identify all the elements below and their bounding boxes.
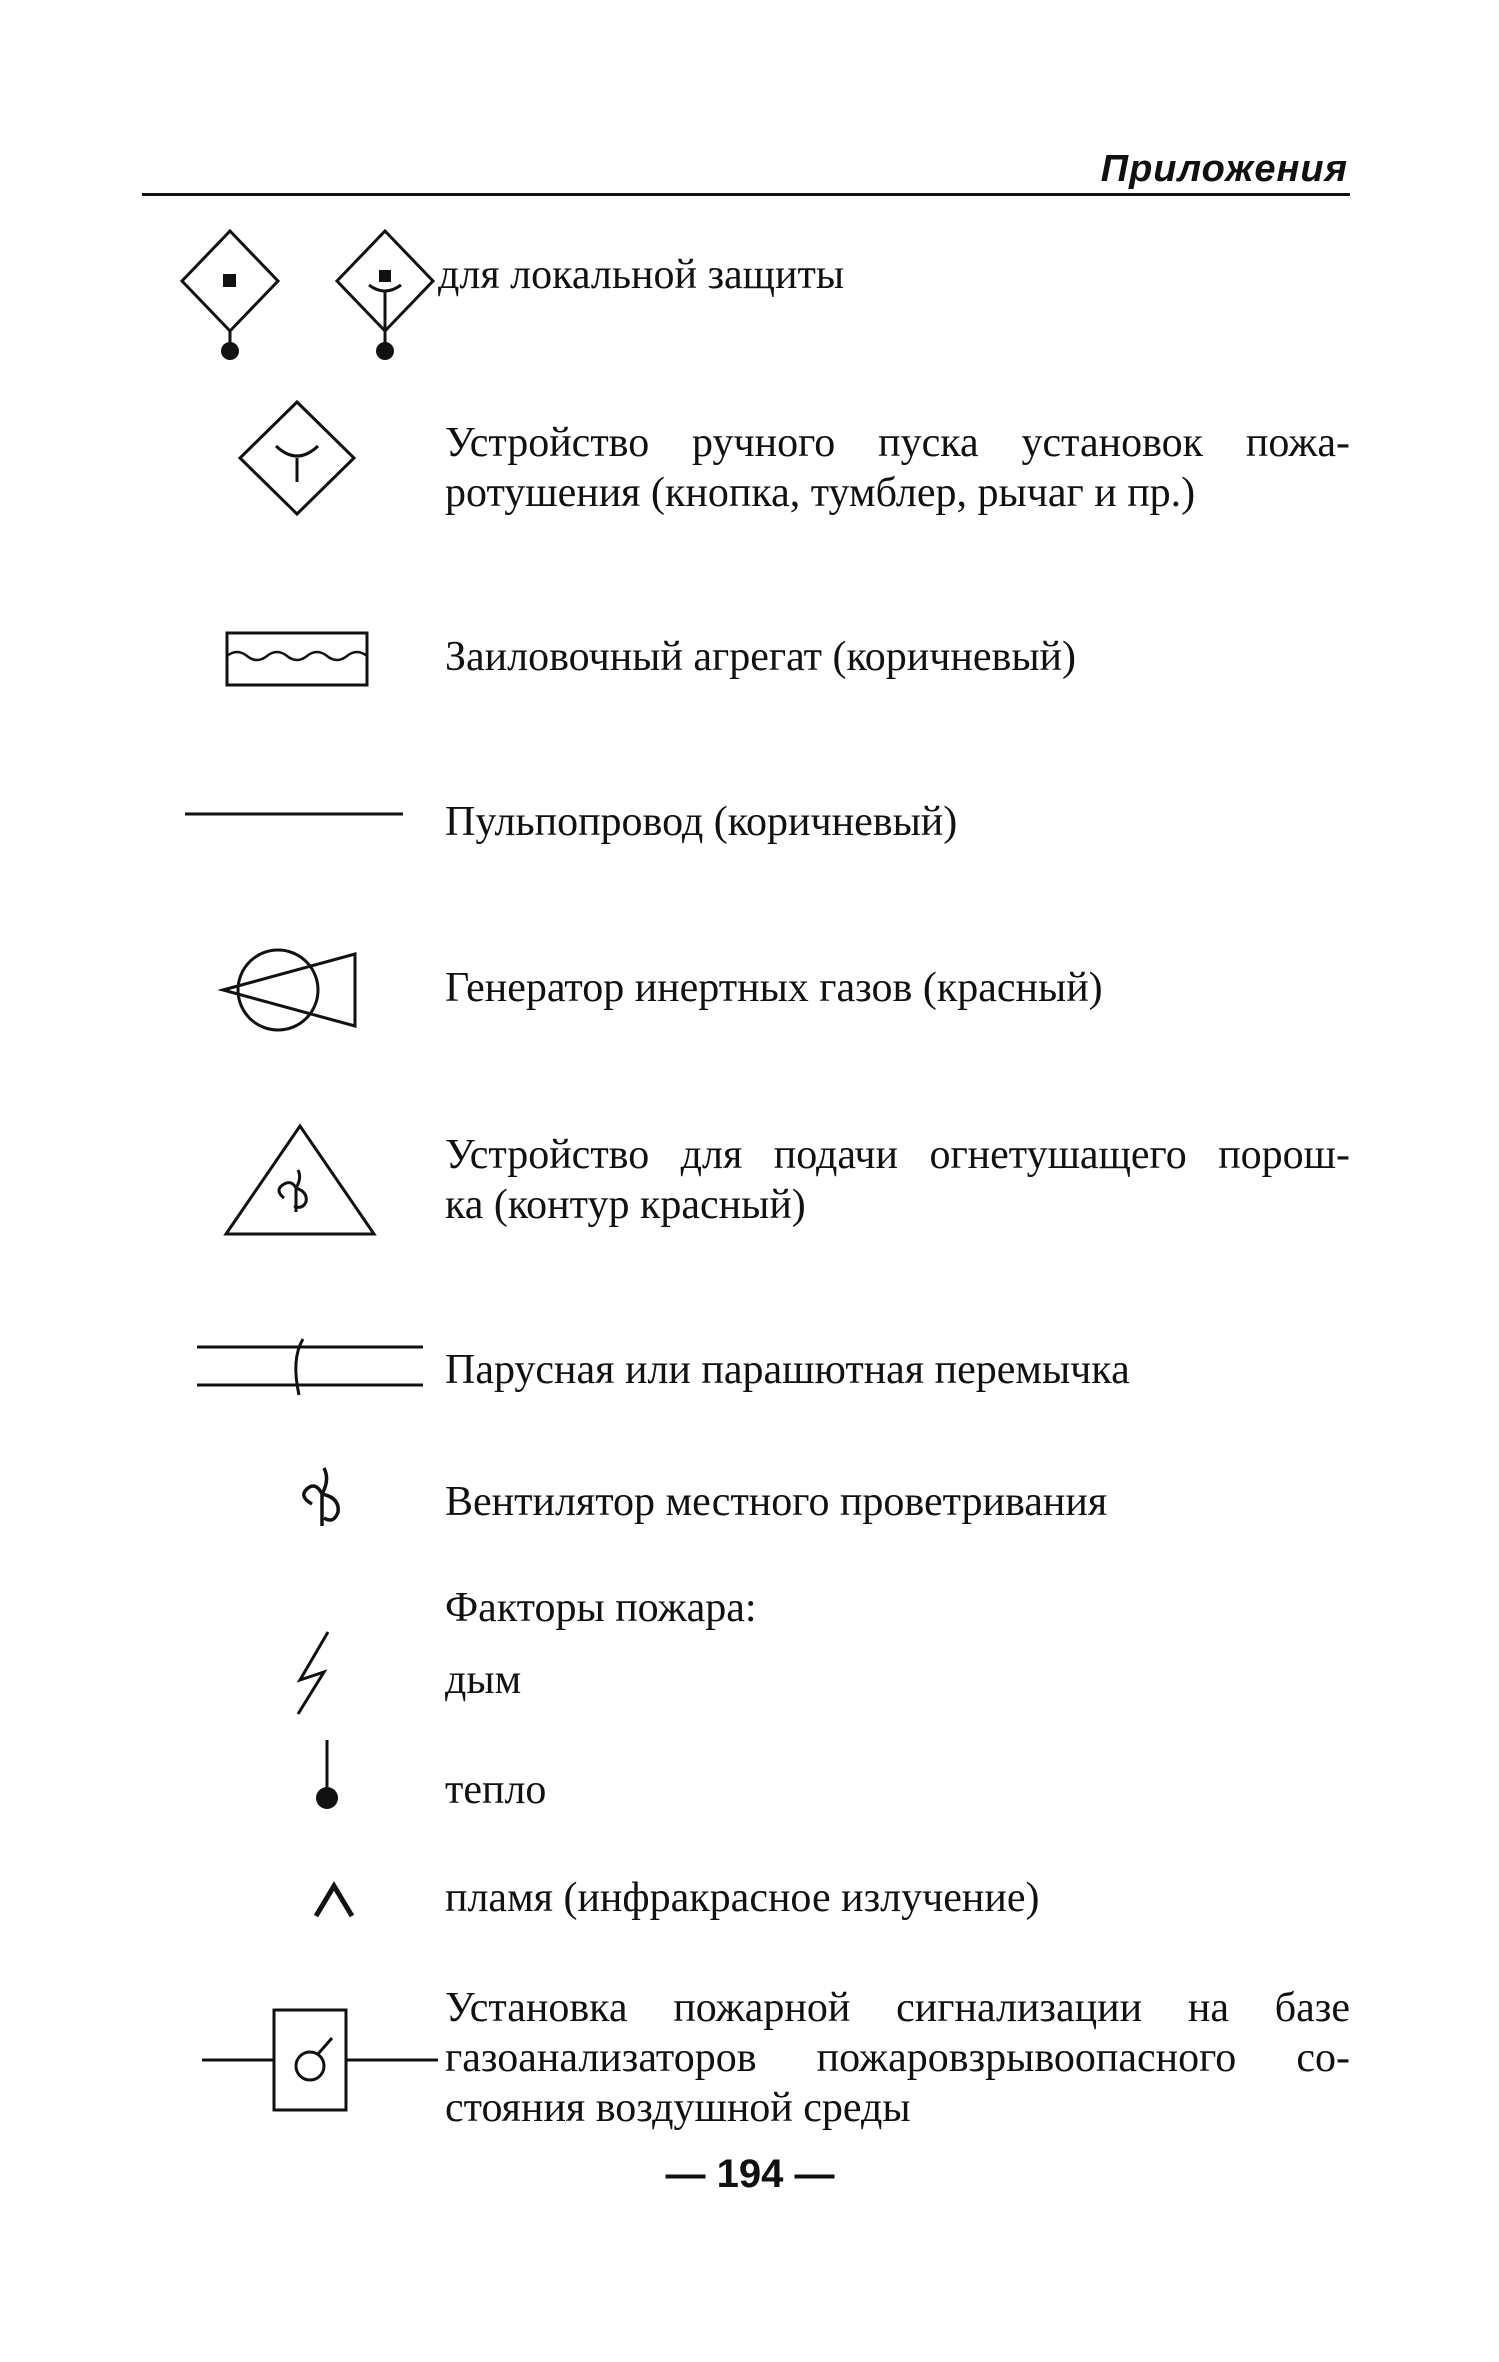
- smoke-label: дым: [445, 1657, 522, 1703]
- local-protection-label: для локальной защиты: [438, 252, 845, 298]
- local-fan-icon: [292, 1460, 362, 1534]
- pulp-pipeline-label: Пульпопровод (коричневый): [445, 799, 958, 845]
- gas-analyzer-alarm-icon: [200, 2002, 440, 2122]
- inert-gas-generator-label: Генератор инертных газов (красный): [445, 965, 1103, 1011]
- heat-label: тепло: [445, 1767, 547, 1813]
- silting-unit-label: Заиловочный агрегат (коричневый): [445, 634, 1077, 680]
- flame-icon: [312, 1880, 356, 1920]
- powder-device-line1: Устройство для подачи огнетушащего порош-: [445, 1132, 1350, 1178]
- inert-gas-generator-icon: [215, 940, 365, 1040]
- local-protection-sensor-icon: [170, 225, 290, 365]
- heat-icon: [312, 1738, 342, 1818]
- sail-bulkhead-icon: [195, 1335, 427, 1397]
- pulp-pipeline-icon: [185, 808, 405, 820]
- gas-alarm-line1: Установка пожарной сигнализации на базе: [445, 1985, 1350, 2031]
- powder-feed-device-icon: [220, 1122, 380, 1240]
- silting-unit-icon: [222, 628, 372, 690]
- header-rule: [142, 193, 1350, 196]
- gas-alarm-line2: газоанализаторов пожаровзрывоопасного со-: [445, 2035, 1350, 2081]
- sail-bulkhead-label: Парусная или парашютная перемычка: [445, 1347, 1130, 1393]
- powder-device-line2: ка (контур красный): [445, 1182, 806, 1228]
- page-number: — 194 —: [665, 2152, 835, 2196]
- local-fan-label: Вентилятор местного проветривания: [445, 1479, 1108, 1525]
- manual-start-icon: [232, 398, 362, 518]
- local-protection-sprinkler-icon: [325, 225, 445, 365]
- manual-start-line1: Устройство ручного пуска установок пожа-: [445, 420, 1350, 466]
- manual-start-line2: ротушения (кнопка, тумблер, рычаг и пр.): [445, 470, 1196, 516]
- running-header: Приложения: [1100, 148, 1348, 190]
- flame-label: пламя (инфракрасное излучение): [445, 1875, 1040, 1921]
- gas-alarm-line3: стояния воздушной среды: [445, 2085, 911, 2131]
- fire-factors-title: Факторы пожара:: [445, 1585, 757, 1631]
- smoke-icon: [290, 1628, 340, 1718]
